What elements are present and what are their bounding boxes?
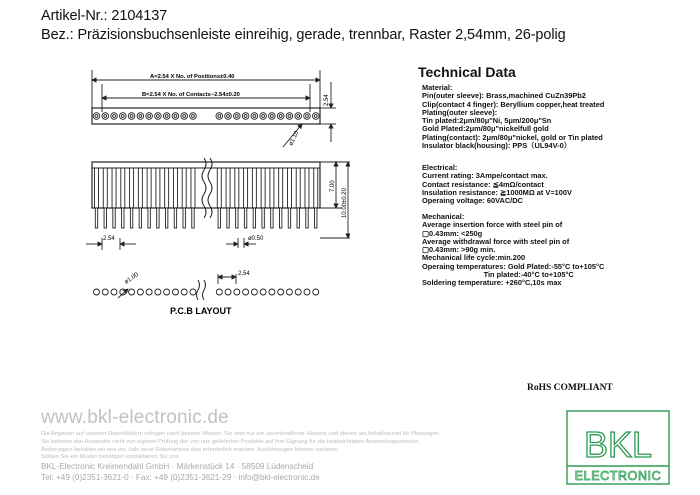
pin xyxy=(157,208,159,228)
technical-data-title: Technical Data xyxy=(418,64,516,80)
pcb-hole xyxy=(216,289,222,295)
company-info xyxy=(41,462,561,483)
dim-pin-label: ø0.50 xyxy=(248,236,264,242)
mechanical-line: ▢0.43mm: <250g xyxy=(422,228,483,238)
pcb-hole xyxy=(190,289,196,295)
side-view xyxy=(86,158,350,250)
top-hole xyxy=(216,113,223,120)
dim-pitch-label: 2.54 xyxy=(103,236,115,242)
pcb-hole xyxy=(172,289,178,295)
top-hole-inner xyxy=(130,115,133,118)
top-hole xyxy=(260,113,267,120)
top-hole xyxy=(172,113,179,120)
dim-a-label: A=2.54 X No. of Positions±0.40 xyxy=(150,74,235,80)
pcb-hole xyxy=(129,289,135,295)
pin xyxy=(104,208,106,228)
top-hole xyxy=(155,113,162,120)
pcb-hole xyxy=(102,289,108,295)
top-hole-inner xyxy=(183,115,186,118)
pcb-hole xyxy=(313,289,319,295)
material-line: Plating(outer sleeve): xyxy=(422,107,498,117)
mechanical-line: Average withdrawal force with steel pin of xyxy=(422,236,570,246)
pin xyxy=(288,208,290,228)
pcb-hole xyxy=(225,289,231,295)
mechanical-line: Operaing temperatures: Gold Plated:-55°C to+105°C xyxy=(422,261,605,271)
top-hole xyxy=(102,113,109,120)
pin xyxy=(95,208,97,228)
top-hole-inner xyxy=(156,115,159,118)
bkl-logo xyxy=(566,410,670,485)
pcb-hole xyxy=(164,289,170,295)
pcb-hole xyxy=(286,289,292,295)
dim-height-top-label: 2.54 xyxy=(324,94,330,106)
pcb-hole xyxy=(304,289,310,295)
pcb-hole xyxy=(94,289,100,295)
top-hole-inner xyxy=(235,115,238,118)
disclaimer-line: Sollten Sie ein Muster benötigen kontaktieren Sie uns. xyxy=(41,454,181,461)
mechanical-line: Mechanical: xyxy=(422,212,465,221)
pin xyxy=(306,208,308,228)
top-hole-inner xyxy=(139,115,142,118)
electrical-line: Operaing voltage: 60VAC/DC xyxy=(422,196,523,206)
pcb-hole xyxy=(260,289,266,295)
top-hole-inner xyxy=(165,115,168,118)
material-line: Material: xyxy=(422,83,453,92)
dim-b-label: B=2.54 X No. of Contacts−2.54±0.20 xyxy=(142,92,240,98)
top-hole xyxy=(251,113,258,120)
top-hole-inner xyxy=(271,115,274,118)
top-hole-inner xyxy=(279,115,282,118)
pcb-hole xyxy=(269,289,275,295)
pin xyxy=(227,208,229,228)
material-line: Pin(outer sleeve): Brass,machined CuZn39Pb2 xyxy=(422,91,586,101)
logo-text-top: BKL xyxy=(583,424,653,465)
pin xyxy=(279,208,281,228)
pin xyxy=(192,208,194,228)
top-hole xyxy=(277,113,284,120)
top-hole xyxy=(295,113,302,120)
top-hole-inner xyxy=(306,115,309,118)
pin xyxy=(122,208,124,228)
top-hole xyxy=(234,113,241,120)
top-hole xyxy=(128,113,135,120)
top-hole xyxy=(242,113,249,120)
pcb-layout-label: P.C.B LAYOUT xyxy=(170,306,232,316)
pin xyxy=(183,208,185,228)
pcb-hole xyxy=(243,289,249,295)
material-line: Gold Plated:2μm/80μ"nickelfull gold xyxy=(422,124,549,134)
top-hole-inner xyxy=(244,115,247,118)
top-hole-inner xyxy=(174,115,177,118)
electrical-line: Insulation resistance: ≧1000MΩ at V=100V xyxy=(422,187,572,197)
top-hole-inner xyxy=(95,115,98,118)
top-hole xyxy=(181,113,188,120)
top-hole-inner xyxy=(297,115,300,118)
top-hole xyxy=(190,113,197,120)
top-hole-inner xyxy=(262,115,265,118)
top-hole xyxy=(120,113,127,120)
pcb-hole xyxy=(111,289,117,295)
logo-text-bottom: ELECTRONIC xyxy=(574,469,662,483)
top-hole-inner xyxy=(148,115,151,118)
electrical-line: Electrical: xyxy=(422,163,458,172)
website-url[interactable]: www.bkl-electronic.de xyxy=(41,407,229,428)
top-view xyxy=(92,70,336,147)
top-hole-inner xyxy=(113,115,116,118)
top-hole-inner xyxy=(314,115,317,118)
pin xyxy=(113,208,115,228)
top-hole xyxy=(111,113,118,120)
footer xyxy=(41,407,561,483)
material-line: Clip(contact 4 finger): Beryllium copper,heat treated xyxy=(422,99,605,109)
pcb-pitch-label: 2.54 xyxy=(238,271,250,277)
electrical-spec xyxy=(422,164,572,205)
top-hole xyxy=(312,113,319,120)
pin xyxy=(174,208,176,228)
material-line: Plating(contact): 2μm/80μ"nickel, gold or Tin plated xyxy=(422,132,603,142)
pin xyxy=(218,208,220,228)
top-hole-inner xyxy=(227,115,230,118)
material-line: Insulator black(housing): PPS（UL94V-0） xyxy=(422,141,572,151)
pcb-hole xyxy=(181,289,187,295)
pin xyxy=(262,208,264,228)
top-hole xyxy=(269,113,276,120)
top-hole xyxy=(93,113,100,120)
pin xyxy=(253,208,255,228)
dim-body-height-label: 7.00 xyxy=(330,180,336,192)
mechanical-line: Soldering temperature: +260°C,10s max xyxy=(422,278,562,288)
top-hole-inner xyxy=(288,115,291,118)
material-line: Tin plated:2μm/80μ"Ni, 5μm/200μ"Sn xyxy=(422,116,552,126)
pin xyxy=(148,208,150,228)
disclaimer-line: Änderungen behalten wir uns vor, falls neue Erkenntnisse dies erforderlich machen. Ausführungen können variieren. xyxy=(41,446,340,453)
pcb-hole xyxy=(137,289,143,295)
pin xyxy=(244,208,246,228)
mechanical-line: ▢0.43mm: >90g min. xyxy=(422,245,496,255)
pin xyxy=(130,208,132,228)
dim-total-height-label: 10.00±0.20 xyxy=(342,188,348,218)
article-number: Artikel-Nr.: 2104137 xyxy=(41,8,168,24)
top-hole xyxy=(225,113,232,120)
pin xyxy=(165,208,167,228)
mechanical-line: Average insertion force with steel pin of xyxy=(422,220,563,230)
top-hole xyxy=(286,113,293,120)
mechanical-line: Tin plated:-40°C to+105°C xyxy=(422,270,574,280)
top-hole-inner xyxy=(218,115,221,118)
pcb-hole xyxy=(251,289,257,295)
company-line: BKL-Electronic Kreimendahl GmbH · Märkenstück 14 · 58509 Lüdenscheid xyxy=(41,462,314,472)
top-hole-inner xyxy=(253,115,256,118)
pin xyxy=(297,208,299,228)
pin xyxy=(271,208,273,228)
pin xyxy=(236,208,238,228)
technical-drawing xyxy=(80,62,350,324)
company-line: Tel: +49 (0)2351-3621-0 · Fax: +49 (0)2351-3621-29 · info@bkl-electronic.de xyxy=(41,472,320,482)
electrical-line: Contact resistance: ≦4mΩ/contact xyxy=(422,179,544,189)
disclaimer xyxy=(41,431,561,462)
top-hole xyxy=(304,113,311,120)
pcb-hole xyxy=(278,289,284,295)
material-spec xyxy=(422,84,604,150)
mechanical-spec xyxy=(422,213,604,288)
top-hole-inner xyxy=(104,115,107,118)
top-hole-inner xyxy=(121,115,124,118)
pin xyxy=(315,208,317,228)
pcb-hole-label: ø1.00 xyxy=(123,271,140,286)
top-hole-inner xyxy=(192,115,195,118)
pcb-hole xyxy=(146,289,152,295)
mechanical-line: Mechanical life cycle:min.200 xyxy=(422,253,526,263)
pin xyxy=(139,208,141,228)
electrical-line: Current rating: 3Ampe/contact max. xyxy=(422,171,548,181)
dim-hole-label: ø1.10 xyxy=(288,130,301,147)
pcb-hole xyxy=(234,289,240,295)
top-hole xyxy=(163,113,170,120)
disclaimer-line: Sie befreien den Anwender nicht von eigener Prüfung der von uns gelieferten Produkte auf ihre Eignung für die beabsichtigten Anwendungszwecke. xyxy=(41,438,420,445)
top-hole xyxy=(137,113,144,120)
rohs-label: RoHS COMPLIANT xyxy=(527,383,613,393)
disclaimer-line: Die Angaben auf unseren Datenblättern erfolgen nach bestem Wissen. Sie sind nur ein unverbindlicher Hinweis und dienen als Anhaltspunkt für Planungen. xyxy=(41,431,441,437)
pcb-hole xyxy=(295,289,301,295)
product-description: Bez.: Präzisionsbuchsenleiste einreihig, gerade, trennbar, Raster 2,54mm, 26-polig xyxy=(41,27,566,43)
top-hole xyxy=(146,113,153,120)
pcb-hole xyxy=(155,289,161,295)
